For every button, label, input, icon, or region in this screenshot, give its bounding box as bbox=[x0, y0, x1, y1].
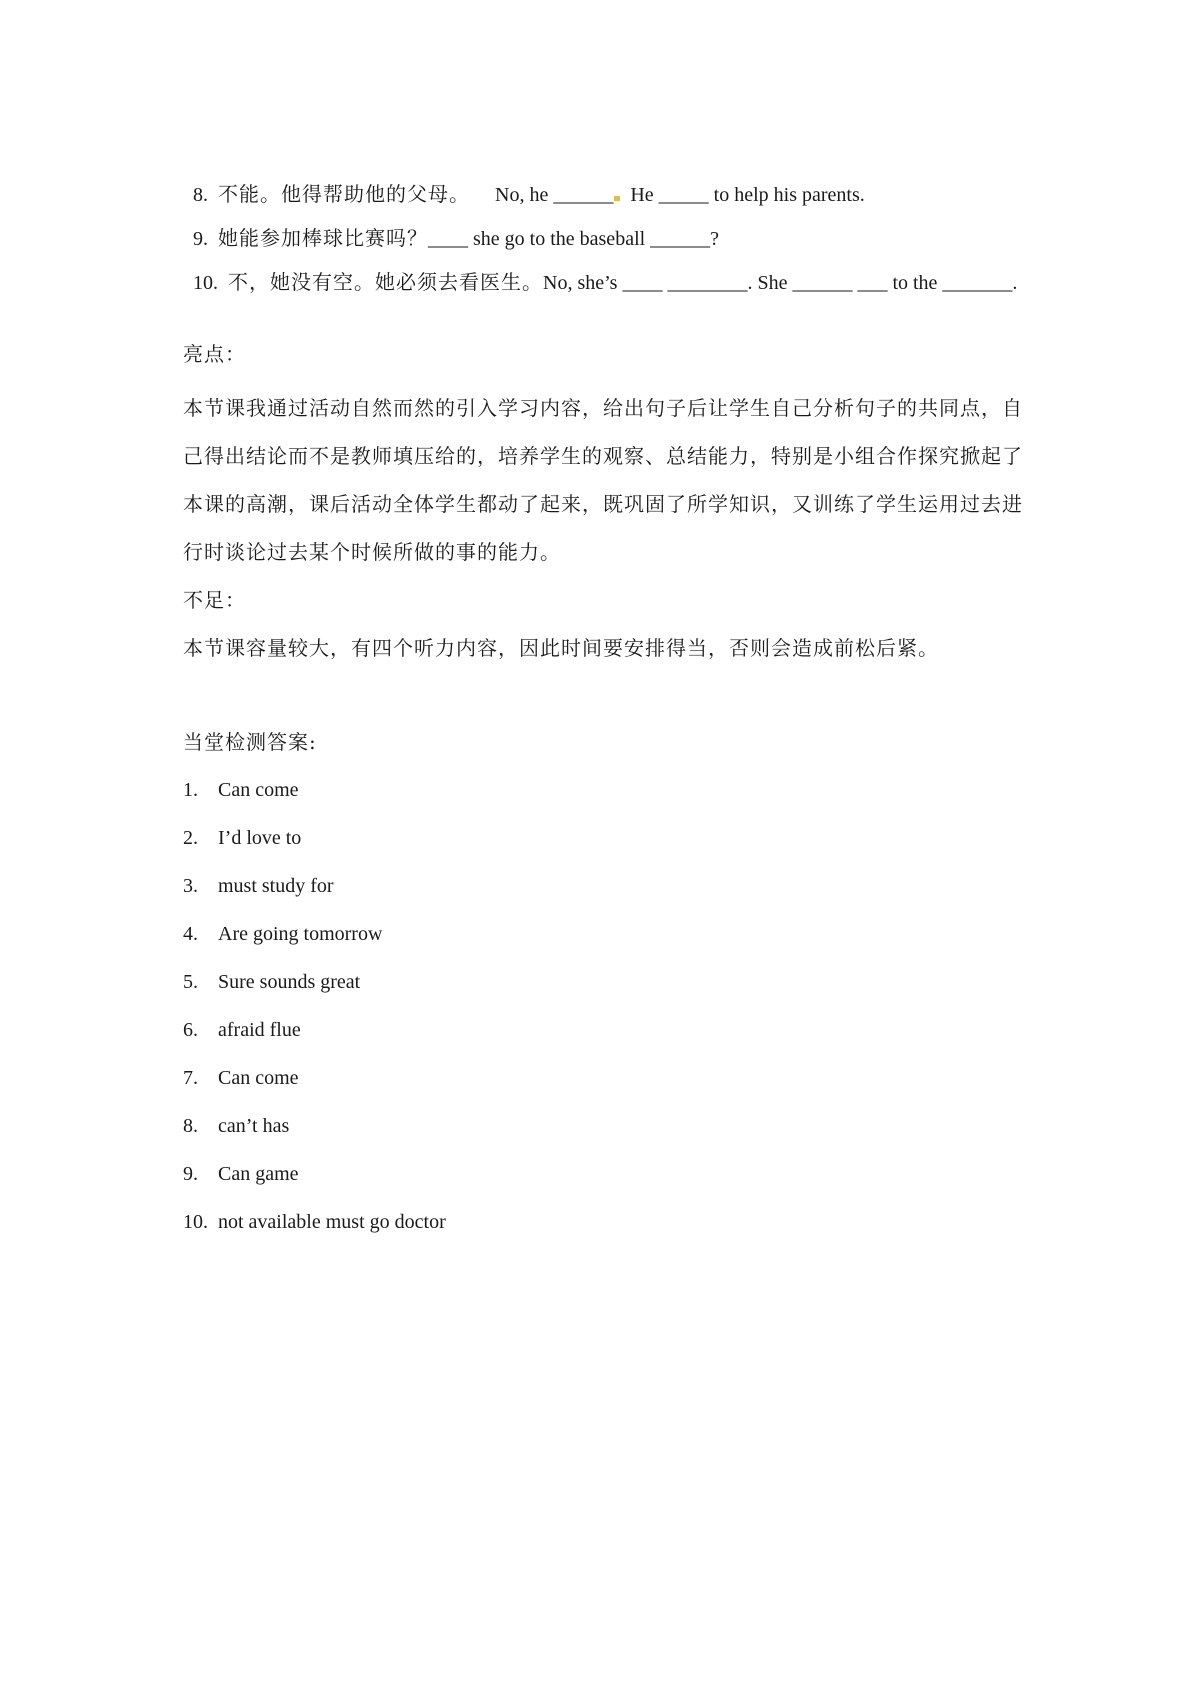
highlights-line-3: 本课的高潮，课后活动全体学生都动了起来，既巩固了所学知识，又训练了学生运用过去进 bbox=[183, 492, 1023, 516]
answer-item bbox=[183, 826, 301, 850]
exercise-9 bbox=[183, 202, 719, 251]
answer-item bbox=[183, 1210, 446, 1234]
answer-number: 3. bbox=[183, 875, 198, 897]
highlights-line-1: 本节课我通过活动自然而然的引入学习内容，给出句子后让学生自己分析句子的共同点，自 bbox=[183, 396, 1023, 420]
answer-text: not available must go doctor bbox=[218, 1211, 446, 1233]
highlights-line-2: 己得出结论而不是教师填压给的，培养学生的观察、总结能力，特别是小组合作探究掀起了 bbox=[183, 444, 1023, 468]
answer-text: Sure sounds great bbox=[218, 971, 361, 993]
answer-number: 2. bbox=[183, 827, 198, 849]
answer-item bbox=[183, 1162, 299, 1186]
answer-text: Can game bbox=[218, 1163, 299, 1185]
answer-number: 8. bbox=[183, 1115, 198, 1137]
answer-number: 4. bbox=[183, 923, 198, 945]
answer-text: Are going tomorrow bbox=[218, 923, 383, 945]
answer-number: 9. bbox=[183, 1163, 198, 1185]
answer-text: must study for bbox=[218, 875, 334, 897]
answer-number: 7. bbox=[183, 1067, 198, 1089]
exercise-10 bbox=[183, 246, 1017, 295]
exercise-10-english: No, she’s ____ ________. She ______ ___ to the _______. bbox=[543, 272, 1018, 294]
answer-item bbox=[183, 922, 382, 946]
exercise-10-chinese: 不，她没有空。她必须去看医生。 bbox=[228, 270, 543, 294]
exercise-8-chinese: 不能。他得帮助他的父母。 bbox=[218, 182, 470, 206]
answer-number: 6. bbox=[183, 1019, 198, 1041]
answer-item bbox=[183, 1066, 299, 1090]
answer-text: Can come bbox=[218, 1067, 299, 1089]
shortcomings-heading: 不足： bbox=[183, 588, 246, 612]
answer-item bbox=[183, 970, 360, 994]
answer-item bbox=[183, 1018, 301, 1042]
answer-number: 1. bbox=[183, 779, 198, 801]
answer-text: Can come bbox=[218, 779, 299, 801]
answer-item bbox=[183, 778, 299, 802]
exercise-10-number: 10. bbox=[193, 272, 228, 294]
highlights-heading: 亮点： bbox=[183, 342, 246, 366]
exercise-8-english-b: He _____ to help his parents. bbox=[620, 184, 865, 206]
exercise-9-english: ____ she go to the baseball ______? bbox=[428, 228, 720, 250]
answer-item bbox=[183, 1114, 289, 1138]
highlights-line-4: 行时谈论过去某个时候所做的事的能力。 bbox=[183, 540, 561, 564]
exercise-9-number: 9. bbox=[193, 228, 218, 250]
shortcomings-text: 本节课容量较大，有四个听力内容，因此时间要安排得当，否则会造成前松后紧。 bbox=[183, 636, 939, 660]
exercise-8-english-a: No, he ______ bbox=[470, 184, 614, 206]
exercise-9-chinese: 她能参加棒球比赛吗？ bbox=[218, 226, 428, 250]
answer-text: afraid flue bbox=[218, 1019, 301, 1041]
answer-number: 10. bbox=[183, 1211, 208, 1233]
answer-item bbox=[183, 874, 334, 898]
exercise-8-number: 8. bbox=[193, 184, 218, 206]
answers-heading: 当堂检测答案: bbox=[183, 730, 317, 754]
answer-text: I’d love to bbox=[218, 827, 302, 849]
answer-number: 5. bbox=[183, 971, 198, 993]
exercise-8 bbox=[183, 158, 865, 207]
answer-text: can’t has bbox=[218, 1115, 290, 1137]
